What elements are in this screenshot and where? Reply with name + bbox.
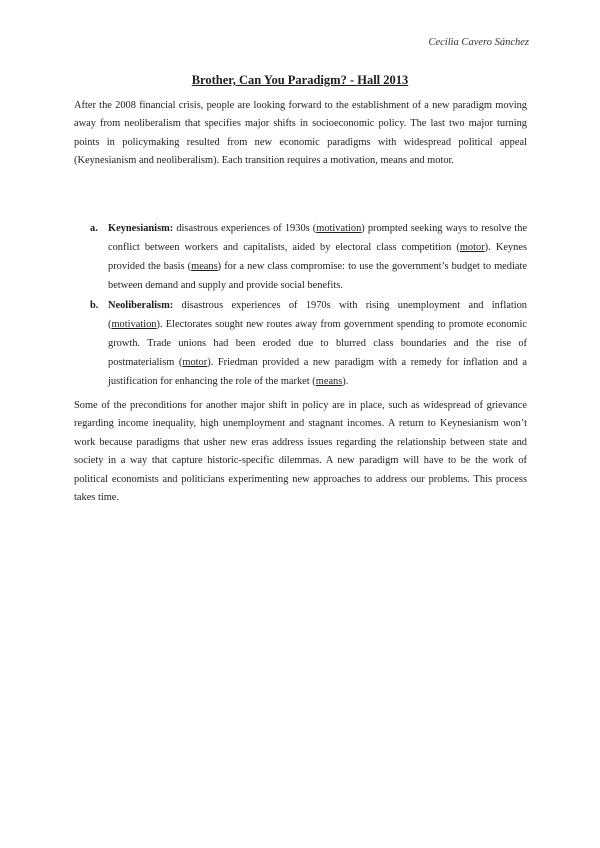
underlined-motivation: motivation [316, 223, 362, 234]
list-text: ) prompted seeking ways to resolve the conflict between workers and capitalists, aided by electoral class competition ( [108, 223, 528, 253]
list-marker: b. [90, 300, 99, 311]
list-text: ). Electorates sought new routes away from government spending to promote economic growth. Trade unions had been eroded due to blurred class boundaries and the rise of postmaterialism ( [108, 319, 527, 368]
underlined-motivation: motivation [111, 319, 157, 330]
list-text: disastrous experiences of 1970s with rising unemployment and inflation ( [108, 300, 527, 330]
paradigm-list [74, 219, 527, 392]
intro-paragraph: After the 2008 financial crisis, people are looking forward to the establishment of a new paradigm moving away from neoliberalism that specifies major shifts in socioeconomic policy. The last two major turning points in policymaking resulted from new economic paradigms with widespread political appeal (Keynesianism and neoliberalism). Each transition requires a motivation, means and motor. [74, 100, 527, 167]
list-term: Neoliberalism: [108, 300, 174, 311]
list-item-keynesianism [74, 219, 527, 295]
list-text: ). Keynes provided the basis ( [108, 242, 527, 272]
list-text: ) for a new class compromise: to use the government’s budget to mediate between demand and supply and provide social benefits. [108, 261, 527, 291]
list-text: ). [342, 376, 349, 387]
list-term: Keynesianism: [108, 223, 174, 234]
list-marker: a. [90, 223, 98, 234]
document-title: Brother, Can You Paradigm? - Hall 2013 [191, 73, 409, 87]
conclusion-paragraph: Some of the preconditions for another major shift in policy are in place, such as widespread of grievance regarding income inequality, high unemployment and stagnant incomes. A return to Keynesianism won’t work because paradigms that usher new eras address issues regarding the relationship between state and society in a way that capture historic-specific dilemmas. A new paradigm will have to be the work of political economists and politicians experimenting new approaches to address our problems. This process takes time. [74, 400, 527, 504]
underlined-means: means [191, 261, 218, 272]
underlined-motor: motor [182, 357, 208, 368]
underlined-motor: motor [459, 242, 485, 253]
list-text: disastrous experiences of 1930s ( [173, 223, 317, 234]
list-item-neoliberalism [74, 296, 527, 391]
underlined-means: means [315, 376, 343, 387]
author-name: Cecilia Cavero Sánchez [428, 37, 529, 48]
list-text: ). Friedman provided a new paradigm with a remedy for inflation and a justification for enhancing the role of the market ( [108, 357, 527, 387]
